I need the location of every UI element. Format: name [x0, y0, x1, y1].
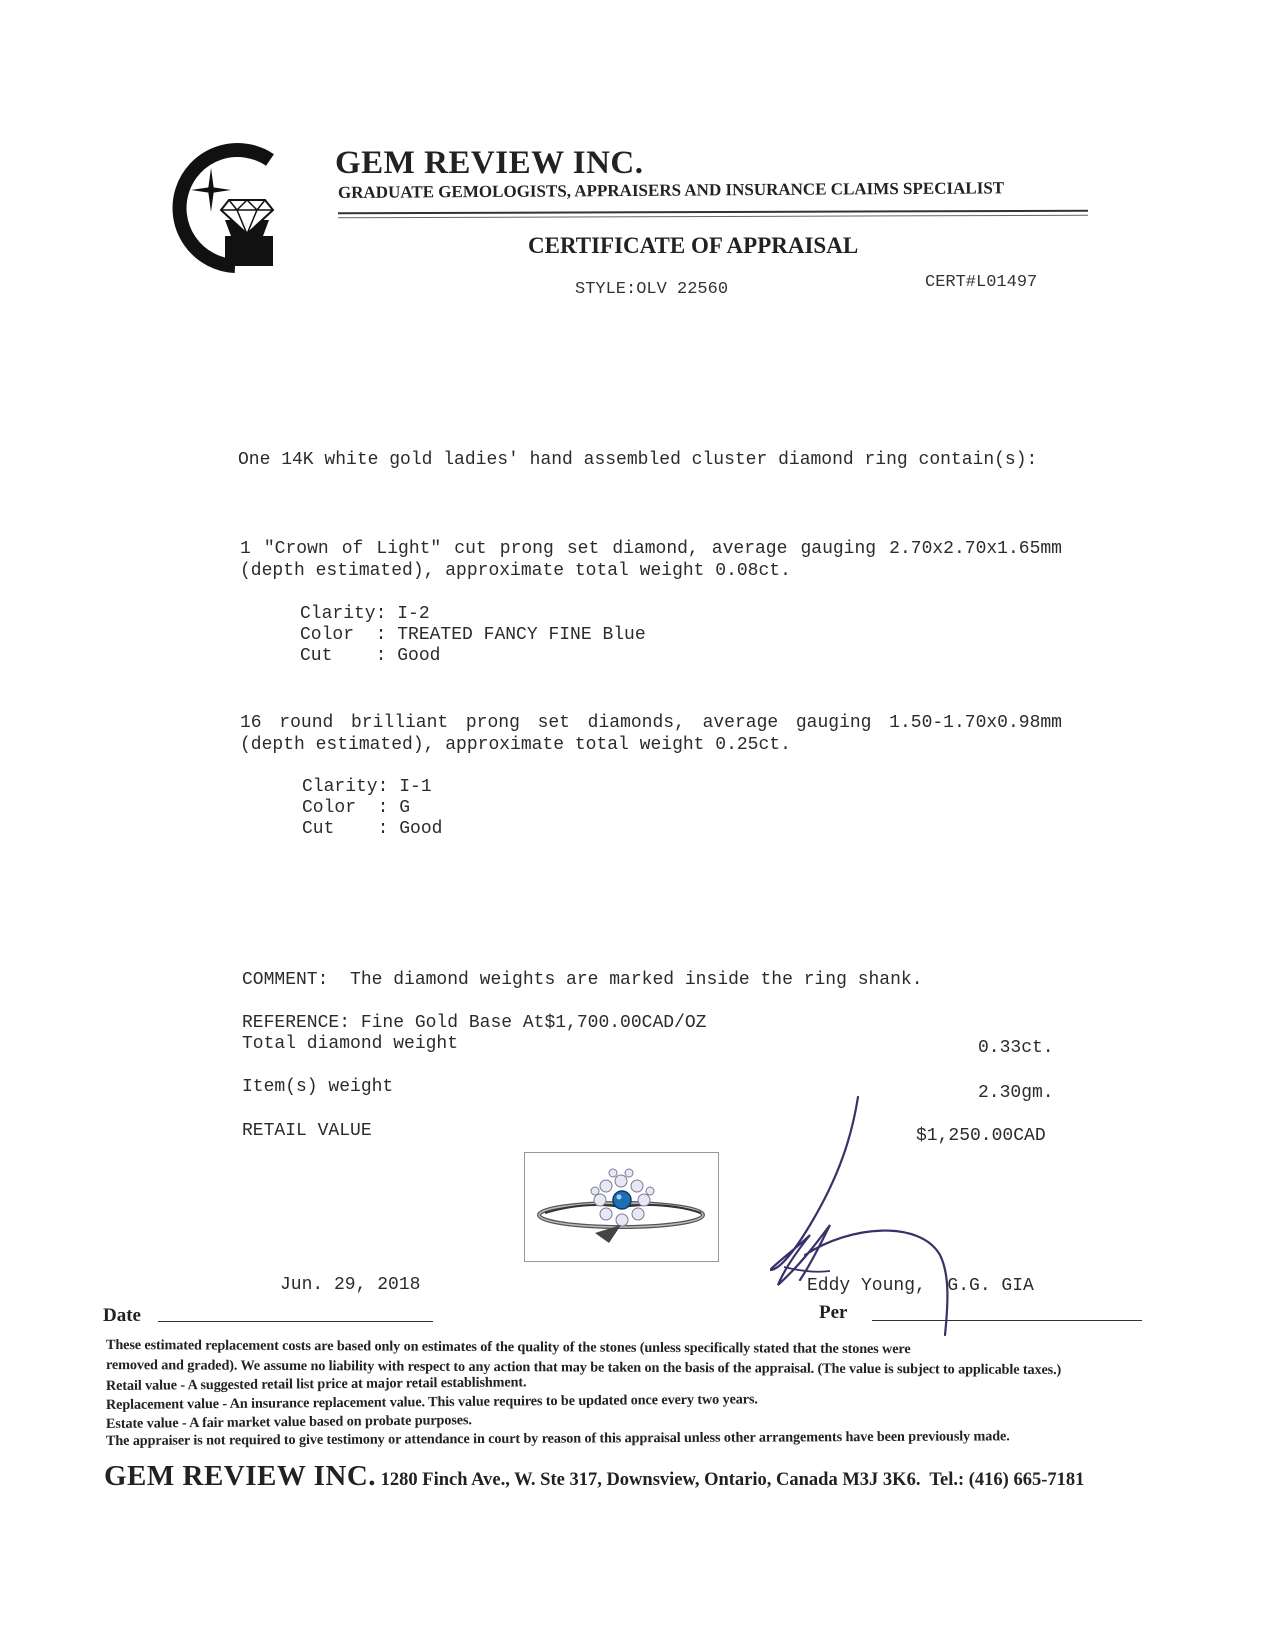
gold-reference: REFERENCE: Fine Gold Base At$1,700.00CAD/OZ [242, 1013, 707, 1033]
grade-row-clarity [300, 604, 646, 625]
ring-illustration [525, 1153, 718, 1261]
header-rule-thin [338, 215, 1088, 219]
grade-row-color [302, 798, 442, 819]
grade-value: I-2 [386, 604, 430, 624]
disclaimer-line: Replacement value - An insurance replacement value. This value requires to be updated once every two years. [105, 1391, 758, 1413]
header-rule [338, 210, 1088, 215]
grade-row-cut [302, 819, 442, 840]
grade-label: Cut : [302, 819, 389, 839]
grade-row-clarity [302, 777, 442, 798]
grade-row-cut [300, 646, 646, 667]
grade-label: Cut : [300, 646, 387, 666]
grade-value: G [388, 798, 411, 818]
item-weight-label: Item(s) weight [242, 1077, 394, 1097]
retail-value-label: RETAIL VALUE [242, 1121, 372, 1141]
grade-row-color [300, 625, 646, 646]
grade-label: Color : [302, 798, 389, 818]
disclaimer-line: Estate value - A fair market value based on probate purposes. [105, 1412, 472, 1432]
disclaimer-line: The appraiser is not required to give testimony or attendance in court by reason of this appraisal unless other arrangements have been previously made. [105, 1428, 1010, 1449]
total-diamond-weight-value: 0.33ct. [978, 1038, 1054, 1058]
style-number: STYLE:OLV 22560 [575, 280, 729, 299]
date-signature-line [158, 1321, 433, 1322]
company-logo [165, 138, 285, 278]
item-weight-value: 2.30gm. [978, 1083, 1054, 1103]
certificate-number: CERT#L01497 [925, 273, 1038, 292]
side-stones-description: 16 round brilliant prong set diamonds, average gauging 1.50-1.70x0.98mm (depth estimated), approximate total weight 0.25ct. [240, 713, 1062, 755]
per-label: Per [819, 1302, 848, 1323]
ring-photo [524, 1152, 719, 1262]
center-stone-grades [300, 604, 646, 667]
grade-value: I-1 [388, 777, 432, 797]
grade-label: Clarity: [302, 777, 389, 797]
appraiser-name: Eddy Young, G.G. GIA [807, 1276, 1034, 1296]
footer-company-name: GEM REVIEW INC. [104, 1460, 377, 1492]
grade-value: Good [386, 646, 441, 666]
footer [104, 1460, 1084, 1493]
footer-address: 1280 Finch Ave., W. Ste 317, Downsview, Ontario, Canada M3J 3K6. Tel.: (416) 665-7181 [376, 1470, 1085, 1490]
grade-value: Good [388, 819, 443, 839]
comment: COMMENT: The diamond weights are marked inside the ring shank. [242, 970, 923, 990]
center-stone-description: 1 "Crown of Light" cut prong set diamond, average gauging 2.70x2.70x1.65mm (depth estimated), approximate total weight 0.08ct. [240, 539, 1062, 581]
total-diamond-weight-label: Total diamond weight [242, 1034, 459, 1054]
disclaimer-line: Retail value - A suggested retail list price at major retail establishment. [105, 1374, 527, 1394]
appraisal-date: Jun. 29, 2018 [280, 1275, 421, 1295]
retail-value-amount: $1,250.00CAD [916, 1126, 1046, 1146]
grade-label: Clarity: [300, 604, 387, 624]
grade-value: TREATED FANCY FINE Blue [386, 625, 646, 645]
item-description: One 14K white gold ladies' hand assembled cluster diamond ring contain(s): [238, 450, 1038, 470]
handwritten-signature [770, 1095, 1000, 1345]
disclaimer-line: removed and graded). We assume no liability with respect to any action that may be taken on the basis of the appraisal. (The value is subject to applicable taxes.) [105, 1357, 1062, 1379]
side-stones-grades [302, 777, 442, 840]
company-tagline: GRADUATE GEMOLOGISTS, APPRAISERS AND INSURANCE CLAIMS SPECIALIST [337, 178, 1005, 202]
grade-label: Color : [300, 625, 387, 645]
date-label: Date [103, 1305, 141, 1326]
disclaimer-line: These estimated replacement costs are based only on estimates of the quality of the stones (unless specifically stated that the stones were [105, 1337, 911, 1358]
certificate-title: CERTIFICATE OF APPRAISAL [528, 233, 859, 258]
company-name: GEM REVIEW INC. [335, 145, 644, 181]
